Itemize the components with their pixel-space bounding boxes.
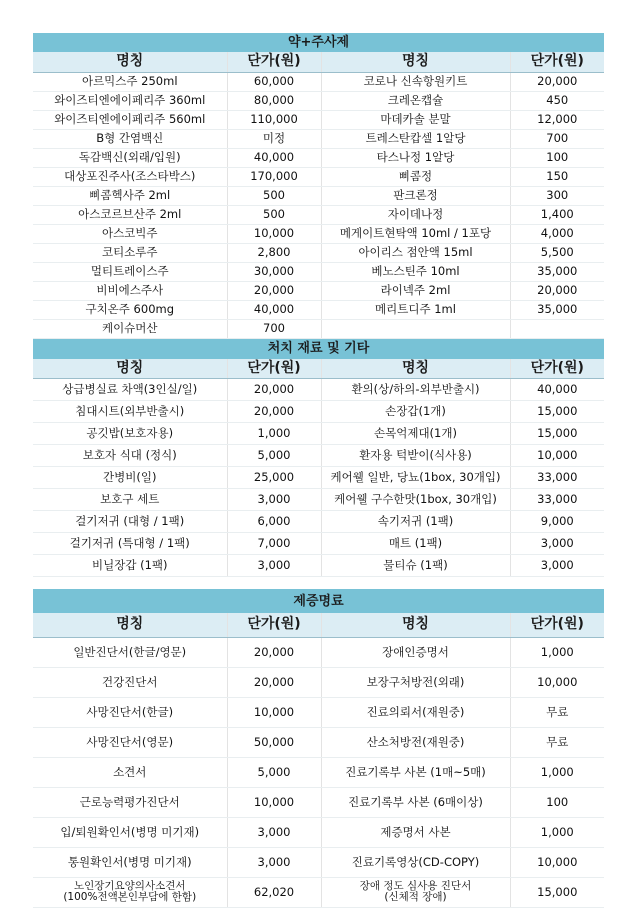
item-price: 15,000 <box>510 423 604 445</box>
item-price: 3,000 <box>227 847 321 877</box>
item-name-subline: (신체적 장애) <box>384 891 447 903</box>
item-price: 40,000 <box>510 379 604 401</box>
table-row <box>33 72 604 91</box>
item-price: 20,000 <box>227 281 321 300</box>
item-name: 케이슈머산 <box>33 319 227 338</box>
col-header-price: 단가(원) <box>227 613 321 637</box>
item-price: 450 <box>510 91 604 110</box>
header-row <box>33 613 604 637</box>
item-price: 12,000 <box>510 110 604 129</box>
table-row <box>33 697 604 727</box>
item-price: 10,000 <box>227 224 321 243</box>
item-price: 33,000 <box>510 489 604 511</box>
item-price: 15,000 <box>510 401 604 423</box>
item-name: 보호자 식대 (정식) <box>33 445 227 467</box>
item-price: 110,000 <box>227 110 321 129</box>
table-row <box>33 401 604 423</box>
item-name: 크레온캡슐 <box>321 91 510 110</box>
table-row <box>33 511 604 533</box>
item-name: 손장갑(1개) <box>321 401 510 423</box>
item-price: 80,000 <box>227 91 321 110</box>
section-gap <box>33 577 604 589</box>
item-price: 150 <box>510 167 604 186</box>
col-header-name: 명칭 <box>33 52 227 72</box>
item-name: 일반진단서(한글/영문) <box>33 637 227 667</box>
item-price: 4,000 <box>510 224 604 243</box>
item-price: 1,000 <box>510 817 604 847</box>
item-price: 1,000 <box>510 637 604 667</box>
item-name: 걸기저귀 (특대형 / 1팩) <box>33 533 227 555</box>
table-row <box>33 637 604 667</box>
item-name: 삐콤헥사주 2ml <box>33 186 227 205</box>
section-title-row <box>33 33 604 52</box>
table-row <box>33 129 604 148</box>
item-price: 62,020 <box>227 877 321 907</box>
header-row <box>33 52 604 72</box>
item-price: 20,000 <box>510 281 604 300</box>
item-name: 상급병실료 차액(3인실/일) <box>33 379 227 401</box>
item-price: 20,000 <box>227 667 321 697</box>
item-name: 속기저귀 (1팩) <box>321 511 510 533</box>
table-row <box>33 817 604 847</box>
item-price: 50,000 <box>227 727 321 757</box>
item-name: 마데카솔 분말 <box>321 110 510 129</box>
col-header-price: 단가(원) <box>510 359 604 379</box>
item-name: 걸기저귀 (대형 / 1팩) <box>33 511 227 533</box>
item-name: 건강진단서 <box>33 667 227 697</box>
item-price: 25,000 <box>227 467 321 489</box>
item-name: 구치온주 600mg <box>33 300 227 319</box>
col-header-name: 명칭 <box>33 613 227 637</box>
header-row <box>33 359 604 379</box>
table-row <box>33 533 604 555</box>
treatment-materials-table <box>33 339 604 578</box>
item-price: 10,000 <box>227 697 321 727</box>
table-row <box>33 300 604 319</box>
item-name: 아스코빅주 <box>33 224 227 243</box>
item-price: 33,000 <box>510 467 604 489</box>
item-price: 35,000 <box>510 262 604 281</box>
item-name: 환의(상/하의-외부반출시) <box>321 379 510 401</box>
item-name: 진료기록영상(CD-COPY) <box>321 847 510 877</box>
item-price: 40,000 <box>227 148 321 167</box>
table-row <box>33 224 604 243</box>
item-price: 3,000 <box>510 533 604 555</box>
item-name: 케어웰 일반, 당뇨(1box, 30개입) <box>321 467 510 489</box>
table-row <box>33 423 604 445</box>
item-name: B형 간염백신 <box>33 129 227 148</box>
item-price: 20,000 <box>227 401 321 423</box>
section-title: 약+주사제 <box>33 33 604 52</box>
col-header-name: 명칭 <box>33 359 227 379</box>
item-name: 진료기록부 사본 (1매~5매) <box>321 757 510 787</box>
section-title-row <box>33 339 604 359</box>
table-row <box>33 757 604 787</box>
item-price <box>510 319 604 338</box>
col-header-name: 명칭 <box>321 52 510 72</box>
item-name: 보장구처방전(외래) <box>321 667 510 697</box>
table-row <box>33 243 604 262</box>
item-name <box>321 877 510 907</box>
table-row <box>33 877 604 907</box>
item-price: 5,000 <box>227 757 321 787</box>
item-name: 대상포진주사(조스타박스) <box>33 167 227 186</box>
item-name: 제증명서 사본 <box>321 817 510 847</box>
item-price: 3,000 <box>227 489 321 511</box>
item-price: 500 <box>227 205 321 224</box>
item-name: 비닐장갑 (1팩) <box>33 555 227 577</box>
item-name: 와이즈티엔에이페리주 560ml <box>33 110 227 129</box>
item-name: 아이리스 점안액 15ml <box>321 243 510 262</box>
table-row <box>33 262 604 281</box>
table-row <box>33 489 604 511</box>
item-name: 매트 (1팩) <box>321 533 510 555</box>
item-price: 3,000 <box>510 555 604 577</box>
item-name: 독감백신(외래/입원) <box>33 148 227 167</box>
item-name: 비비에스주사 <box>33 281 227 300</box>
table-row <box>33 167 604 186</box>
item-price: 20,000 <box>227 379 321 401</box>
item-price: 100 <box>510 787 604 817</box>
item-name: 침대시트(외부반출시) <box>33 401 227 423</box>
item-name: 입/퇴원확인서(병명 미기재) <box>33 817 227 847</box>
table-row <box>33 110 604 129</box>
item-name: 물티슈 (1팩) <box>321 555 510 577</box>
item-price: 500 <box>227 186 321 205</box>
col-header-price: 단가(원) <box>510 52 604 72</box>
item-name: 트레스탄캅셀 1알당 <box>321 129 510 148</box>
item-price: 100 <box>510 148 604 167</box>
item-name: 코로나 신속항원키트 <box>321 72 510 91</box>
table-row <box>33 467 604 489</box>
item-price: 30,000 <box>227 262 321 281</box>
table-row <box>33 667 604 697</box>
item-price: 10,000 <box>510 667 604 697</box>
item-price: 6,000 <box>227 511 321 533</box>
item-name: 판크론정 <box>321 186 510 205</box>
item-price: 무료 <box>510 697 604 727</box>
item-price: 10,000 <box>510 847 604 877</box>
item-price: 700 <box>227 319 321 338</box>
table-row <box>33 445 604 467</box>
item-name: 통원확인서(병명 미기재) <box>33 847 227 877</box>
col-header-price: 단가(원) <box>227 52 321 72</box>
item-price: 170,000 <box>227 167 321 186</box>
item-name: 산소처방전(재원중) <box>321 727 510 757</box>
item-price: 60,000 <box>227 72 321 91</box>
item-name: 메리트디주 1ml <box>321 300 510 319</box>
item-price: 10,000 <box>510 445 604 467</box>
col-header-price: 단가(원) <box>510 613 604 637</box>
item-price: 1,000 <box>227 423 321 445</box>
item-price: 7,000 <box>227 533 321 555</box>
item-name: 근로능력평가진단서 <box>33 787 227 817</box>
item-name: 보호구 세트 <box>33 489 227 511</box>
item-price: 300 <box>510 186 604 205</box>
table-row <box>33 379 604 401</box>
item-name: 사망진단서(한글) <box>33 697 227 727</box>
table-row <box>33 148 604 167</box>
item-name: 라이넥주 2ml <box>321 281 510 300</box>
section-title: 제증명료 <box>33 589 604 613</box>
item-name: 메게이트현탁액 10ml / 1포당 <box>321 224 510 243</box>
col-header-price: 단가(원) <box>227 359 321 379</box>
item-name: 손목억제대(1개) <box>321 423 510 445</box>
table-row <box>33 319 604 338</box>
item-name: 공깃밥(보호자용) <box>33 423 227 445</box>
item-price: 1,000 <box>510 757 604 787</box>
item-price: 20,000 <box>510 72 604 91</box>
table-row <box>33 847 604 877</box>
item-name-line: 노인장기요양의사소견서 <box>73 880 186 892</box>
item-name: 타스나정 1알당 <box>321 148 510 167</box>
item-name: 진료의뢰서(재원중) <box>321 697 510 727</box>
table-row <box>33 727 604 757</box>
item-name <box>321 319 510 338</box>
item-price: 35,000 <box>510 300 604 319</box>
item-name: 코티소루주 <box>33 243 227 262</box>
medicine-injection-table <box>33 33 604 339</box>
item-name: 와이즈티엔에이페리주 360ml <box>33 91 227 110</box>
item-name: 아스코르브산주 2ml <box>33 205 227 224</box>
item-name: 멀티트레이스주 <box>33 262 227 281</box>
item-name: 장애인증명서 <box>321 637 510 667</box>
item-name: 진료기록부 사본 (6매이상) <box>321 787 510 817</box>
item-name: 케어웰 구수한맛(1box, 30개입) <box>321 489 510 511</box>
item-price: 10,000 <box>227 787 321 817</box>
item-name-subline: (100%전액본인부담에 한함) <box>63 891 197 903</box>
table-row <box>33 787 604 817</box>
item-name <box>33 877 227 907</box>
item-price: 3,000 <box>227 817 321 847</box>
table-row <box>33 186 604 205</box>
item-name: 간병비(일) <box>33 467 227 489</box>
table-row <box>33 281 604 300</box>
item-price: 700 <box>510 129 604 148</box>
item-price: 1,400 <box>510 205 604 224</box>
item-name: 소견서 <box>33 757 227 787</box>
item-price: 20,000 <box>227 637 321 667</box>
table-row <box>33 555 604 577</box>
section-title: 처치 재료 및 기타 <box>33 339 604 359</box>
section-title-row <box>33 589 604 613</box>
item-price: 9,000 <box>510 511 604 533</box>
item-name: 삐콤정 <box>321 167 510 186</box>
item-name: 사망진단서(영문) <box>33 727 227 757</box>
item-price: 5,000 <box>227 445 321 467</box>
col-header-name: 명칭 <box>321 359 510 379</box>
item-name: 베노스틴주 10ml <box>321 262 510 281</box>
item-price: 5,500 <box>510 243 604 262</box>
item-name: 아르믹스주 250ml <box>33 72 227 91</box>
fee-schedule <box>33 33 604 908</box>
col-header-name: 명칭 <box>321 613 510 637</box>
item-price: 40,000 <box>227 300 321 319</box>
item-name-line: 장애 정도 심사용 진단서 <box>359 880 472 892</box>
item-name: 자이데나정 <box>321 205 510 224</box>
item-price: 미정 <box>227 129 321 148</box>
table-row <box>33 91 604 110</box>
item-price: 3,000 <box>227 555 321 577</box>
item-price: 15,000 <box>510 877 604 907</box>
item-price: 무료 <box>510 727 604 757</box>
table-row <box>33 205 604 224</box>
item-price: 2,800 <box>227 243 321 262</box>
item-name: 환자용 턱받이(식사용) <box>321 445 510 467</box>
certificate-fee-table <box>33 589 604 908</box>
